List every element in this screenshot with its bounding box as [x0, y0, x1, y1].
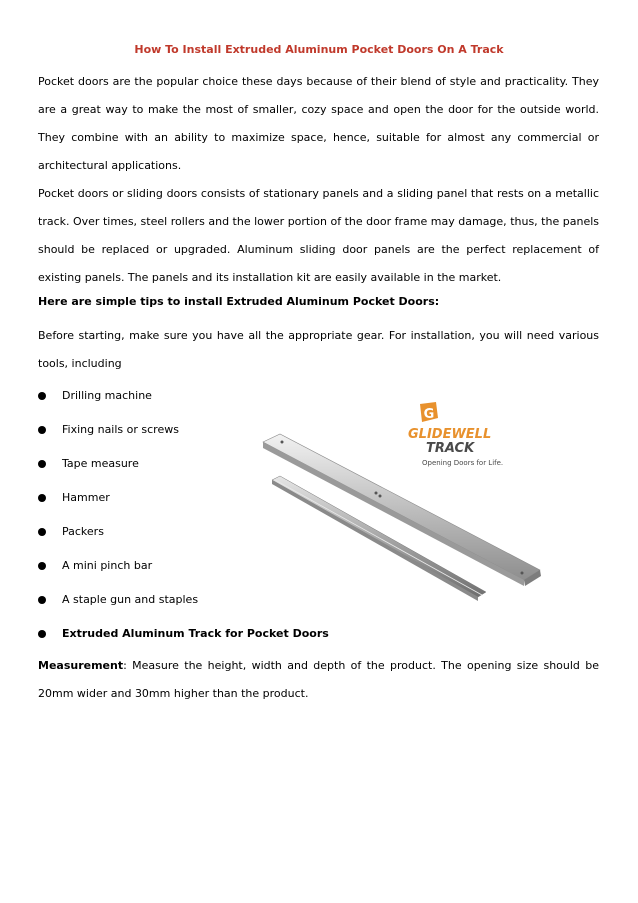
bullet-icon: [38, 630, 46, 638]
svg-text:GLIDEWELL: GLIDEWELL: [408, 427, 492, 442]
intro-paragraph: Pocket doors are the popular choice these days because of their blend of style and practicality. They are a great way to make the most of smaller, cozy space and open the door for the outside world. They combine with an ability to maximize space, hence, suitable for almost any commercial or architectural applications.: [38, 75, 599, 172]
bullet-icon: [38, 426, 46, 434]
bullet-icon: [38, 528, 46, 536]
measurement-label: Measurement: [38, 659, 124, 672]
measurement-paragraph: [38, 652, 599, 708]
bullet-icon: [38, 494, 46, 502]
upper-track-rail: [263, 434, 541, 586]
bullet-icon: [38, 460, 46, 468]
svg-text:TRACK: TRACK: [426, 441, 475, 456]
tips-heading: Here are simple tips to install Extruded Aluminum Pocket Doors:: [38, 295, 440, 308]
gear-paragraph: Before starting, make sure you have all the appropriate gear. For installation, you will need various tools, including: [38, 329, 599, 370]
page-title: How To Install Extruded Aluminum Pocket Doors On A Track: [134, 43, 504, 56]
document-page: How To Install Extruded Aluminum Pocket Doors On A Track Pocket doors are the popular choice these days because of their blend of style and practicality. They are a great way to make the most of smaller, cozy space and open the door for the outside world. They combine with an ability to maximize space, hence, suitable for almost any commercial or architectural applications. Pocket doors or sliding doors consists of stationary panels and a sliding panel that rests on a metallic track. Over times, steel rollers and the lower portion of the door frame may damage, thus, the panels should be replaced or upgraded. Aluminum sliding door panels are the perfect replacement of existing panels. The panels and its installation kit are easily available in the market. Here are simple tips to install Extruded Aluminum Pocket Doors: Before starting, make sure you have all the appropriate gear. For installation, you will need various tools, including Drilling machine Fixing nails or screws Tape measure Hammer Packers A mini pinch bar A staple gun and staples Extruded Aluminum Track for Pocket Doors Measurement: Measure the height, width and depth of the product. The opening size should be 20mm wider and 30mm higher than the product. G GLIDEWELL TRACK Opening Doors for Life.: [0, 0, 638, 903]
sliding-doors-paragraph: Pocket doors or sliding doors consists of stationary panels and a sliding panel that rests on a metallic track. Over times, steel rollers and the lower portion of the door frame may damage, thus, the panels should be replaced or upgraded. Aluminum sliding door panels are the perfect replacement of existing panels. The panels and its installation kit are easily available in the market.: [38, 187, 599, 284]
svg-text:Opening Doors for Life.: Opening Doors for Life.: [422, 459, 504, 467]
bullet-icon: [38, 392, 46, 400]
aluminum-track-product-image: [258, 392, 558, 602]
glidewell-track-logo: [408, 402, 503, 467]
bullet-icon: [38, 596, 46, 604]
svg-text:G: G: [423, 407, 435, 422]
measurement-text: : Measure the height, width and depth of the product. The opening size should be 20mm wider and 30mm higher than the product.: [38, 659, 599, 700]
bullet-icon: [38, 562, 46, 570]
